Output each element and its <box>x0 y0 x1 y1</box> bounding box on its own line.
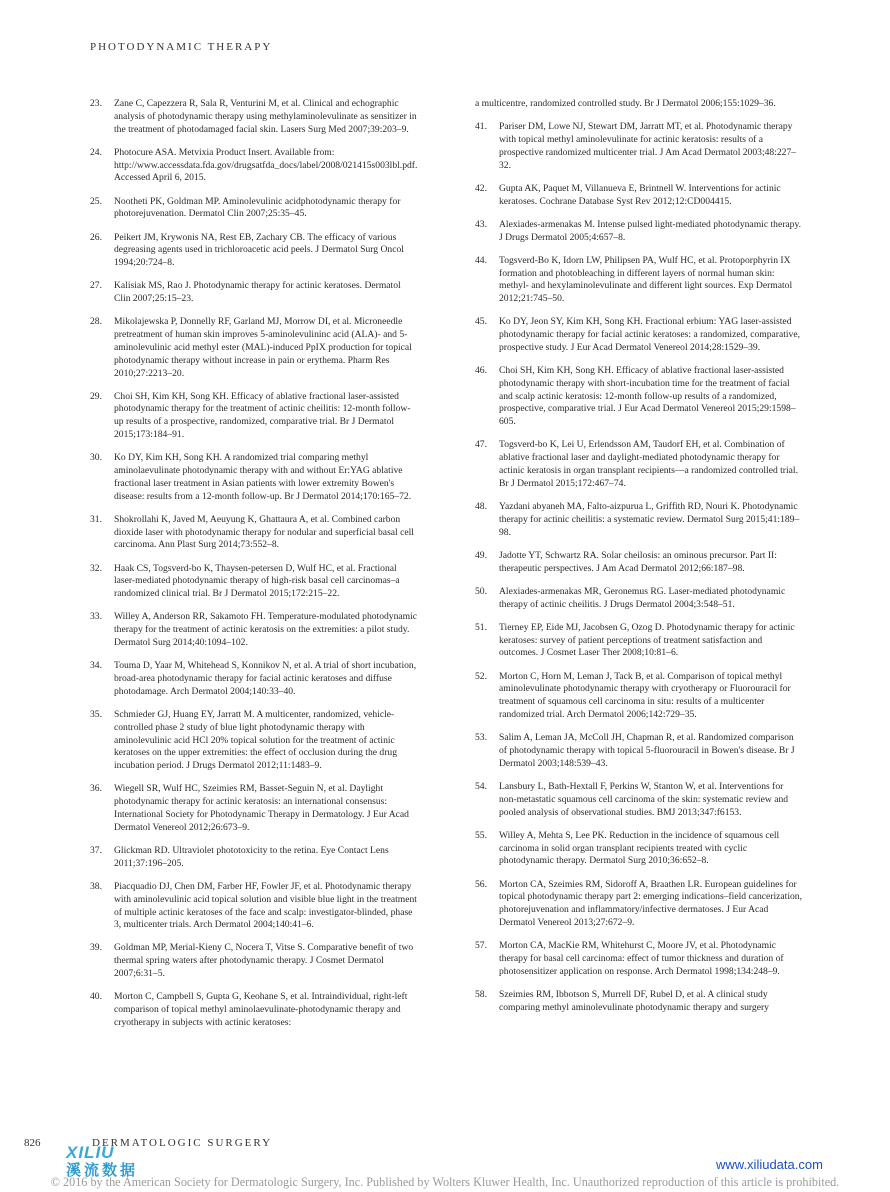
reference-item <box>90 196 418 222</box>
reference-number: 30. <box>90 452 102 464</box>
reference-number: 26. <box>90 231 102 243</box>
reference-number: 25. <box>90 195 102 207</box>
reference-text: Wiegell SR, Wulf HC, Szeimies RM, Basset-Seguin N, et al. Daylight photodynamic therapy for actinic keratosis: an international consensus: International Society for Photodynamic Therapy in Dermatology. J Eur Acad Dermatol Venereol 2012;26:673–9. <box>114 783 409 833</box>
reference-number: 47. <box>475 439 487 451</box>
reference-number: 50. <box>475 585 487 597</box>
reference-number: 32. <box>90 562 102 574</box>
reference-text: Goldman MP, Merial-Kieny C, Nocera T, Vitse S. Comparative benefit of two thermal spring waters after photodynamic therapy. J Cosmet Dermatol 2007;6:31–5. <box>114 942 414 980</box>
reference-number: 43. <box>475 218 487 230</box>
reference-number: 52. <box>475 670 487 682</box>
reference-text: Kalisiak MS, Rao J. Photodynamic therapy for actinic keratoses. Dermatol Clin 2007;25:15–23. <box>114 280 401 305</box>
reference-text: Yazdani abyaneh MA, Falto-aizpurua L, Griffith RD, Nouri K. Photodynamic therapy for actinic cheilitis: a systematic review. Dermatol Surg 2015;41:189–98. <box>499 501 800 538</box>
reference-number: 23. <box>90 98 102 109</box>
reference-text: Alexiades-armenakas MR, Geronemus RG. Laser-mediated photodynamic therapy of actinic cheilitis. J Drugs Dermatol 2004;3:548–51. <box>499 585 786 610</box>
reference-text: Jadotte YT, Schwartz RA. Solar cheilosis: an ominous precursor. Part II: therapeutic perspectives. J Am Acad Dermatol 2012;66:187–98. <box>499 549 777 574</box>
reference-number: 51. <box>475 621 487 633</box>
reference-number: 24. <box>90 146 102 158</box>
reference-item <box>90 611 418 649</box>
reference-text: Photocure ASA. Metvixia Product Insert. Available from: http://www.accessdata.fda.gov/drugsatfda_docs/label/2008/021415s003lbl.pdf. Accessed April 6, 2015. <box>114 146 418 184</box>
reference-text: Pariser DM, Lowe NJ, Stewart DM, Jarratt MT, et al. Photodynamic therapy with topical methyl aminolevulinate for actinic keratosis: results of a prospective randomized multicenter trial. J Am Acad Dermatol 2003;48:227–32. <box>499 121 797 171</box>
reference-item <box>90 783 418 834</box>
reference-item <box>475 255 803 306</box>
reference-number: 44. <box>475 254 487 266</box>
reference-number: 34. <box>90 660 102 672</box>
reference-text: Piacquadio DJ, Chen DM, Farber HF, Fowler JF, et al. Photodynamic therapy with aminolevulinic acid topical solution and visible blue light in the treatment of multiple actinic keratoses of the face and scalp: investigator-blinded, phase 3, multicenter trials. Arch Dermatol 2004;140:41–6. <box>114 880 417 931</box>
reference-number: 57. <box>475 940 487 952</box>
reference-item <box>475 781 803 819</box>
copyright-notice: © 2016 by the American Society for Dermatologic Surgery, Inc. Published by Wolters Kluwer Health, Inc. Unauthorized reproduction of this article is prohibited. <box>50 1175 840 1189</box>
reference-number: 45. <box>475 316 487 328</box>
reference-number: 58. <box>475 988 487 1000</box>
running-head: PHOTODYNAMIC THERAPY <box>90 41 273 53</box>
reference-item <box>90 563 418 601</box>
reference-text: Togsverd-bo K, Lei U, Erlendsson AM, Taudorf EH, et al. Combination of ablative fractional laser and daylight-mediated photodynamic therapy for actinic keratosis in organ transplant recipients—a randomized controlled trial. Br J Dermatol 2015;172:467–74. <box>499 439 798 489</box>
reference-text: Mikolajewska P, Donnelly RF, Garland MJ, Morrow DI, et al. Microneedle pretreatment of human skin improves 5-aminolevulininc acid (ALA)- and 5-aminolevulinic acid methyl ester (MAL)-induced PpIX production for topical photodynamic therapy without increase in pain or erythema. Pharm Res 2010;27:2213–20. <box>114 316 412 379</box>
reference-number: 27. <box>90 280 102 292</box>
watermark-site-link[interactable]: www.xiliudata.com <box>716 1157 823 1172</box>
reference-text: Choi SH, Kim KH, Song KH. Efficacy of ablative fractional laser-assisted photodynamic therapy for the treatment of actinic cheilitis: 12-month follow-up results of a prospective, randomized, comparative trial. Br J Dermatol 2015;173:184–91. <box>114 390 411 441</box>
reference-text: Willey A, Anderson RR, Sakamoto FH. Temperature-modulated photodynamic therapy for the treatment of actinic keratosis on the extremities: a pilot study. Dermatol Surg 2014;40:1094–102. <box>114 611 418 648</box>
reference-text: Tierney EP, Eide MJ, Jacobsen G, Ozog D. Photodynamic therapy for actinic keratoses: survey of patient perceptions of treatment satisfaction and outcomes. J Cosmet Laser Ther 2008;10:81–6. <box>499 621 795 659</box>
reference-number: 49. <box>475 549 487 561</box>
reference-item <box>90 316 418 380</box>
reference-item <box>90 98 418 136</box>
reference-number: 46. <box>475 365 487 377</box>
reference-item <box>90 147 418 185</box>
reference-item <box>475 830 803 868</box>
reference-item <box>475 550 803 576</box>
reference-number: 56. <box>475 878 487 890</box>
reference-item <box>475 121 803 172</box>
reference-text: Lansbury L, Bath-Hextall F, Perkins W, Stanton W, et al. Interventions for non-metastatic squamous cell carcinoma of the skin: systematic review and pooled analysis of observational studies. BMJ 2013;347:f6153. <box>499 780 789 818</box>
reference-item <box>90 881 418 932</box>
reference-item <box>475 671 803 722</box>
reference-number: 29. <box>90 390 102 402</box>
reference-number: 55. <box>475 829 487 841</box>
reference-item <box>475 365 803 429</box>
reference-item <box>475 219 803 245</box>
reference-number: 28. <box>90 316 102 328</box>
reference-text: Szeimies RM, Ibbotson S, Murrell DF, Rubel D, et al. A clinical study comparing methyl aminolevulinate photodynamic therapy and surgery <box>499 988 769 1013</box>
reference-text: Peikert JM, Krywonis NA, Rest EB, Zachary CB. The efficacy of various degreasing agents used in trichloroacetic acid peels. J Dermatol Surg Oncol 1994;20:724–8. <box>114 231 404 269</box>
reference-item <box>475 940 803 978</box>
reference-text: Morton CA, Szeimies RM, Sidoroff A, Braathen LR. European guidelines for topical photodynamic therapy part 2: emerging indications–field cancerization, photorejuvenation and inflammatory/infective dermatoses. J Eur Acad Dermatol Venereol 2013;27:672–9. <box>499 878 802 928</box>
reference-column-right <box>475 98 803 1025</box>
reference-text: Morton CA, MacKie RM, Whitehurst C, Moore JV, et al. Photodynamic therapy for basal cell carcinoma: effect of tumor thickness and duration of photosensitizer application on response. Arch Dermatol 1998;134:248–9. <box>499 940 784 977</box>
logo-cjk: 溪流数据 <box>66 1161 139 1179</box>
reference-text: Ko DY, Kim KH, Song KH. A randomized trial comparing methyl aminolaevulinate photodynamic therapy with and without Er:YAG ablative fractional laser treatment in Asian patients with lower extremity Bowen's disease: results from a 12-month follow-up. Br J Dermatol 2014;170:165–72. <box>114 452 412 502</box>
reference-continuation <box>475 98 803 111</box>
reference-text: Ko DY, Jeon SY, Kim KH, Song KH. Fractional erbium: YAG laser-assisted photodynamic therapy for facial actinic keratoses: a randomized, comparative, prospective study. J Eur Acad Dermatol Venereol 2014;28:1529–39. <box>499 316 801 353</box>
reference-number: 42. <box>475 182 487 194</box>
reference-item <box>475 501 803 539</box>
reference-item <box>90 391 418 442</box>
reference-text: a multicentre, randomized controlled study. Br J Dermatol 2006;155:1029–36. <box>475 98 776 109</box>
reference-text: Willey A, Mehta S, Lee PK. Reduction in the incidence of squamous cell carcinoma in solid organ transplant recipients treated with cyclic photodynamic therapy. Dermatol Surg 2010;36:652–8. <box>499 829 780 867</box>
reference-number: 36. <box>90 783 102 795</box>
reference-number: 54. <box>475 780 487 792</box>
page-number: 826 <box>24 1137 41 1149</box>
reference-item <box>475 586 803 612</box>
reference-text: Morton C, Horn M, Leman J, Tack B, et al. Comparison of topical methyl aminolevulinate photodynamic therapy with cryotherapy or Fluorouracil for treatment of squamous cell carcinoma in situ: results of a multicenter randomized trial. Arch Dermatol 2006;142:729–35. <box>499 670 791 720</box>
reference-item <box>90 514 418 552</box>
reference-number: 40. <box>90 991 102 1003</box>
reference-number: 39. <box>90 942 102 954</box>
reference-number: 33. <box>90 611 102 623</box>
reference-item <box>475 183 803 209</box>
reference-item <box>90 991 418 1029</box>
reference-text: Glickman RD. Ultraviolet phototoxicity to the retina. Eye Contact Lens 2011;37:196–205. <box>114 844 389 869</box>
reference-text: Choi SH, Kim KH, Song KH. Efficacy of ablative fractional laser-assisted photodynamic therapy with short-incubation time for the treatment of facial and scalp actinic keratosis: 12-month follow-up results of a randomized, prospective, comparative trial. J Eur Acad Dermatol Venereol 2015;29:1598–605. <box>499 365 796 428</box>
reference-number: 41. <box>475 121 487 133</box>
reference-text: Shokrollahi K, Javed M, Aeuyung K, Ghattaura A, et al. Combined carbon dioxide laser with photodynamic therapy for nodular and superficial basal cell carcinoma. Ann Plast Surg 2014;73:552–8. <box>114 513 414 551</box>
reference-text: Alexiades-armenakas M. Intense pulsed light-mediated photodynamic therapy. J Drugs Dermatol 2005;4:657–8. <box>499 218 802 243</box>
reference-item <box>90 232 418 270</box>
reference-item <box>475 316 803 354</box>
reference-item <box>90 709 418 773</box>
reference-text: Zane C, Capezzera R, Sala R, Venturini M, et al. Clinical and echographic analysis of photodynamic therapy using methylaminolevulinate as sensitizer in the treatment of photodamaged facial skin. Lasers Surg Med 2007;39:203–9. <box>114 98 417 135</box>
reference-text: Schmieder GJ, Huang EY, Jarratt M. A multicenter, randomized, vehicle-controlled phase 2 study of blue light photodynamic therapy with aminolevulinic acid HCl 20% topical solution for the treatment of actinic keratoses on the upper extremities: the effect of occlusion during the drug incubation period. J Drugs Dermatol 2012;11:1483–9. <box>114 708 398 772</box>
reference-item <box>475 732 803 770</box>
reference-item <box>475 622 803 660</box>
reference-text: Morton C, Campbell S, Gupta G, Keohane S, et al. Intraindividual, right-left comparison of topical methyl aminolaevulinate-photodynamic therapy and cryotherapy in subjects with actinic keratoses: <box>114 991 408 1028</box>
reference-item <box>90 660 418 698</box>
reference-item <box>90 845 418 871</box>
reference-number: 48. <box>475 501 487 513</box>
reference-item <box>90 942 418 980</box>
reference-column-left <box>90 98 418 1040</box>
logo-latin: XILIU <box>66 1143 115 1162</box>
reference-text: Salim A, Leman JA, McColl JH, Chapman R, et al. Randomized comparison of photodynamic therapy with topical 5-fluorouracil in Bowen's disease. Br J Dermatol 2003;148:539–43. <box>499 732 795 769</box>
reference-number: 31. <box>90 513 102 525</box>
watermark-logo <box>66 1143 152 1177</box>
reference-number: 37. <box>90 844 102 856</box>
reference-text: Touma D, Yaar M, Whitehead S, Konnikov N, et al. A trial of short incubation, broad-area photodynamic therapy for facial actinic keratoses and diffuse photodamage. Arch Dermatol 2004;140:33–40. <box>114 660 417 697</box>
reference-item <box>90 280 418 306</box>
reference-text: Haak CS, Togsverd-bo K, Thaysen-petersen D, Wulf HC, et al. Fractional laser-mediated photodynamic therapy of high-risk basal cell carcinomas–a randomized clinical trial. Br J Dermatol 2015;172:215–22. <box>114 562 400 600</box>
journal-name: DERMATOLOGIC SURGERY <box>92 1137 273 1149</box>
reference-text: Gupta AK, Paquet M, Villanueva E, Brintnell W. Interventions for actinic keratoses. Cochrane Database Syst Rev 2012;12:CD004415. <box>499 182 781 207</box>
reference-item <box>475 989 803 1015</box>
reference-number: 35. <box>90 708 102 720</box>
reference-item <box>475 439 803 490</box>
reference-item <box>475 879 803 930</box>
reference-text: Togsverd-Bo K, Idorn LW, Philipsen PA, Wulf HC, et al. Protoporphyrin IX formation and photobleaching in different layers of normal human skin: methyl- and hexylaminolevulinate and different light sources. Exp Dermatol 2012;21:745–50. <box>499 254 793 305</box>
reference-number: 38. <box>90 880 102 892</box>
reference-number: 53. <box>475 732 487 744</box>
reference-item <box>90 452 418 503</box>
reference-text: Nootheti PK, Goldman MP. Aminolevulinic acidphotodynamic therapy for photorejuvenation. Dermatol Clin 2007;25:35–45. <box>114 195 401 220</box>
